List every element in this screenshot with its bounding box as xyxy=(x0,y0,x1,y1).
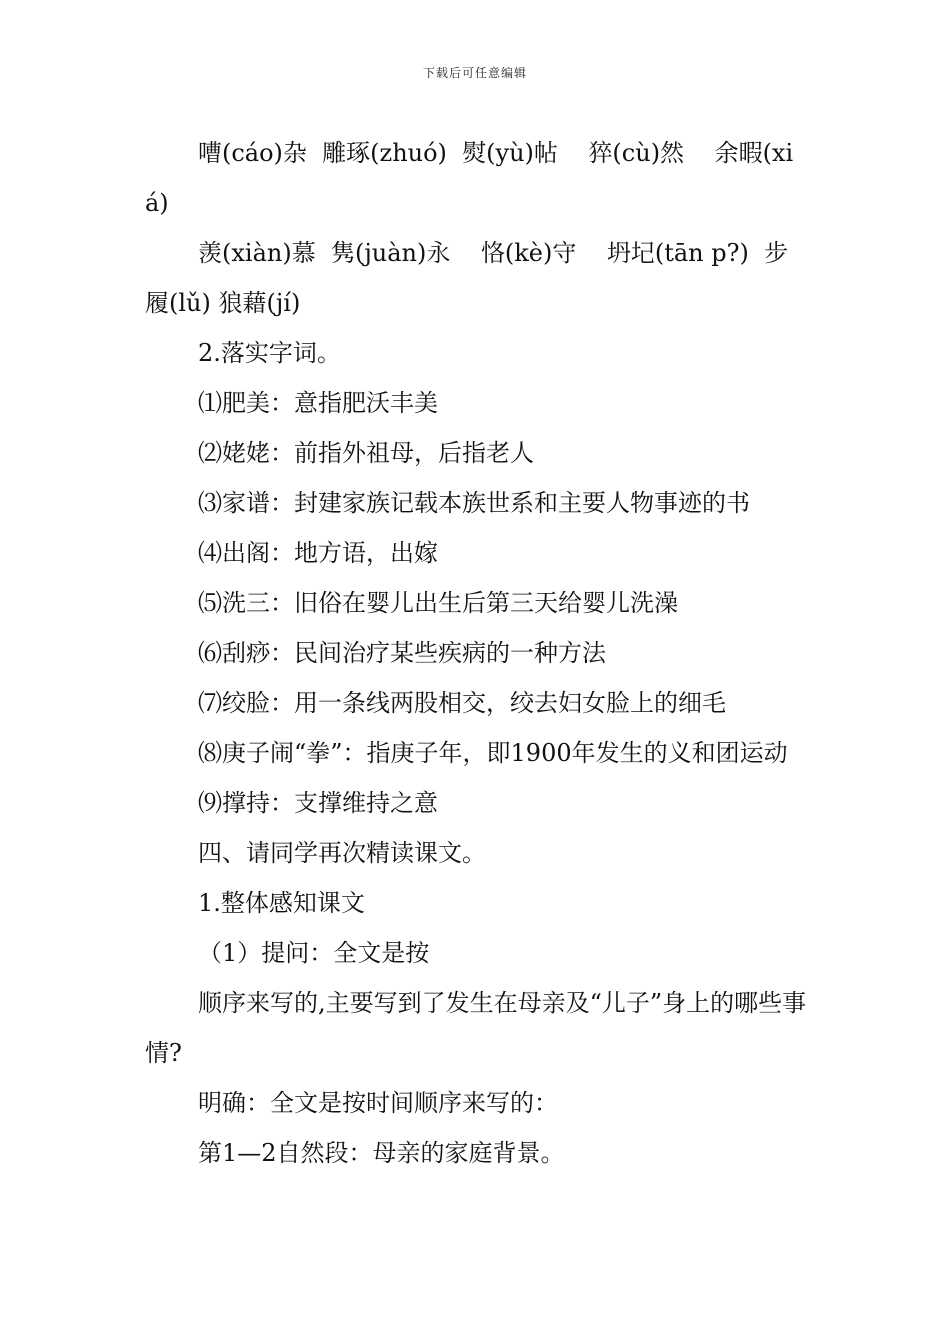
vocab-item-7: ⑺绞脸：用一条线两股相交，绞去妇女脸上的细毛 xyxy=(198,689,726,717)
answer-para-1-2: 第1—2自然段：母亲的家庭背景。 xyxy=(198,1139,565,1167)
question-1: （1）提问：全文是按 xyxy=(198,939,430,967)
subheading-overview: 1.整体感知课文 xyxy=(198,889,365,917)
vocab-item-9: ⑼撑持：支撑维持之意 xyxy=(198,789,438,817)
vocab-item-5: ⑸洗三：旧俗在婴儿出生后第三天给婴儿洗澡 xyxy=(198,589,678,617)
question-1-continued: 顺序来写的,主要写到了发生在母亲及“儿子”身上的哪些事情? xyxy=(145,989,807,1067)
document-body xyxy=(145,128,810,1178)
answer-intro: 明确：全文是按时间顺序来写的： xyxy=(198,1089,558,1117)
pinyin-line-1: 嘈(cáo)杂 雕琢(zhuó) 熨(yù)帖 猝(cù)然 余暇(xiá) xyxy=(145,139,794,217)
vocab-item-6: ⑹刮痧：民间治疗某些疾病的一种方法 xyxy=(198,639,606,667)
section-heading-four: 四、请同学再次精读课文。 xyxy=(198,839,486,867)
vocab-item-1: ⑴肥美：意指肥沃丰美 xyxy=(198,389,438,417)
page-header: 下载后可任意编辑 xyxy=(422,66,527,80)
pinyin-line-2: 羡(xiàn)慕 隽(juàn)永 恪(kè)守 坍圮(tān p?) 步履(lǔ) 狼藉(jí) xyxy=(145,239,789,317)
vocab-item-3: ⑶家谱：封建家族记载本族世系和主要人物事迹的书 xyxy=(198,489,750,517)
vocab-item-4: ⑷出阁：地方语，出嫁 xyxy=(198,539,438,567)
section-heading-words: 2.落实字词。 xyxy=(198,339,341,367)
vocab-item-8: ⑻庚子闹“拳”：指庚子年，即1900年发生的义和团运动 xyxy=(198,739,788,767)
vocab-item-2: ⑵姥姥：前指外祖母，后指老人 xyxy=(198,439,534,467)
